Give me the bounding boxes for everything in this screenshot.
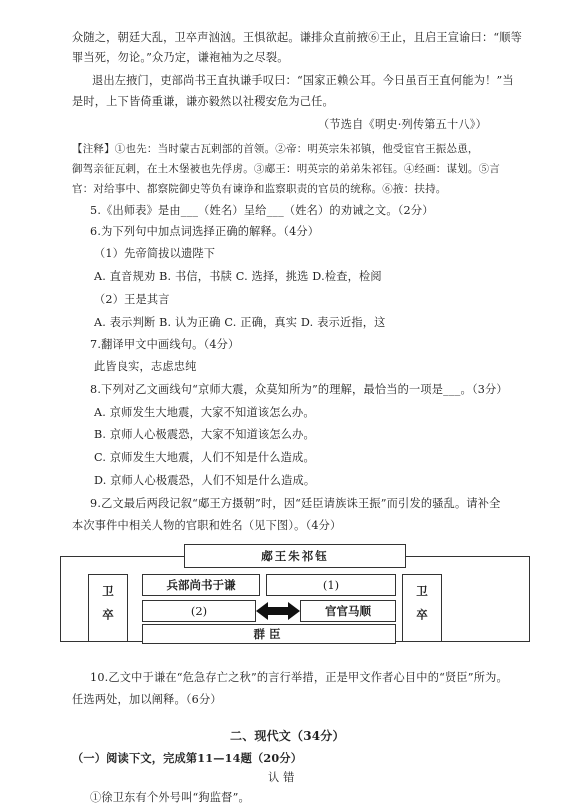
question-10: 10.乙文中于谦在“危急存亡之秋”的言行举措，正是甲文作者心目中的“贤臣”所为。 — [90, 671, 508, 684]
question-8: 8.下列对乙文画线句“京师大震，众莫知所为”的理解，最恰当的一项是___。（3分） — [90, 383, 508, 396]
question-7-sentence: 此皆良实，志虑忠纯 — [94, 360, 197, 373]
notes-line: 官：对给事中、都察院御史等负有谏诤和监察职责的官员的统称。⑥掖：扶持。 — [72, 183, 447, 195]
question-6: 6.为下列句中加点词选择正确的解释。（4分） — [90, 225, 320, 238]
eunuch-label: 官官马顺 — [325, 604, 371, 618]
question-6-options-2: A. 表示判断 B. 认为正确 C. 正确，真实 D. 表示近指，这 — [94, 316, 386, 329]
notes-line: 御驾亲征瓦剌，在土木堡被也先俘虏。③郕王：明英宗的弟弟朱祁钰。④经画：谋划。⑤言 — [72, 163, 500, 175]
diagram-minister-box — [142, 574, 260, 596]
question-10-continued: 任选两处，加以阐释。（6分） — [72, 693, 222, 706]
question-6-item-2: （2）王是其言 — [94, 293, 170, 306]
question-5: 5.《出师表》是由___（姓名）呈给___（姓名）的劝诫之文。（2分） — [90, 204, 434, 217]
diagram-top-box — [184, 544, 406, 568]
question-9-continued: 本次事件中相关人物的官职和姓名（见下图）。（4分） — [72, 519, 342, 532]
diagram-bottom-box — [142, 624, 396, 644]
question-9: 9.乙文最后两段记叙“郕王方摄朝”时，因“廷臣请族诛王振”而引发的骚乱。请补全 — [90, 497, 501, 510]
blank-1-label: (1) — [322, 578, 340, 592]
source-citation: （节选自《明史·列传第五十八》） — [318, 118, 487, 131]
question-6-options-1: A. 直音规劝 B. 书信，书牍 C. 选择，挑选 D.检查，检阅 — [94, 270, 382, 283]
subsection-heading: （一）阅读下文，完成第11—14题（20分） — [72, 751, 303, 765]
diagram-blank-2[interactable] — [142, 600, 256, 622]
minister-label: 兵部尚书于谦 — [166, 578, 236, 592]
double-arrow-icon — [256, 601, 300, 621]
diagram-blank-1[interactable] — [266, 574, 396, 596]
bottom-label: 群臣 — [253, 627, 285, 641]
section-heading: 二、现代文（34分） — [230, 729, 345, 743]
article-title: 认 错 — [268, 771, 295, 784]
question-8-option-c: C. 京师发生大地震，人们不知是什么造成。 — [94, 451, 315, 464]
diagram-left-guard — [88, 574, 128, 642]
question-6-item-1: （1）先帝简拔以遗陛下 — [94, 247, 216, 260]
question-8-option-a: A. 京师发生大地震，大家不知道该怎么办。 — [94, 406, 315, 419]
right-guard-label: 卫卒 — [415, 584, 429, 632]
article-paragraph-1: ①徐卫东有个外号叫“狗监督”。 — [90, 791, 250, 804]
diagram-top-label: 郕王朱祁钰 — [261, 549, 329, 563]
passage-line: 众随之，朝廷大乱，卫卒声汹汹。王惧欲起。谦排众直前掖⑥王止，且启王宣谕曰：“顺等 — [72, 31, 523, 44]
question-8-option-d: D. 京师人心极震恐，人们不知是什么造成。 — [94, 474, 316, 487]
event-diagram — [60, 544, 530, 656]
diagram-right-guard — [402, 574, 442, 642]
question-7: 7.翻译甲文中画线句。（4分） — [90, 338, 240, 351]
question-8-option-b: B. 京师人心极震恐，大家不知道该怎么办。 — [94, 428, 315, 441]
passage-line: 是时，上下皆倚重谦，谦亦毅然以社稷安危为己任。 — [72, 95, 334, 108]
notes-line: 【注释】①也先：当时蒙古瓦剌部的首领。②帝：明英宗朱祁镇，他受宦官王振怂恿， — [72, 143, 479, 155]
left-guard-label: 卫卒 — [101, 584, 115, 632]
passage-line: 罪当死，勿论。”众乃定，谦袍袖为之尽裂。 — [72, 51, 289, 64]
diagram-eunuch-box — [300, 600, 396, 622]
passage-line: 退出左掖门，吏部尚书王直执谦手叹曰：“国家正赖公耳。今日虽百王直何能为！”当 — [92, 74, 514, 87]
blank-2-label: (2) — [190, 604, 208, 618]
